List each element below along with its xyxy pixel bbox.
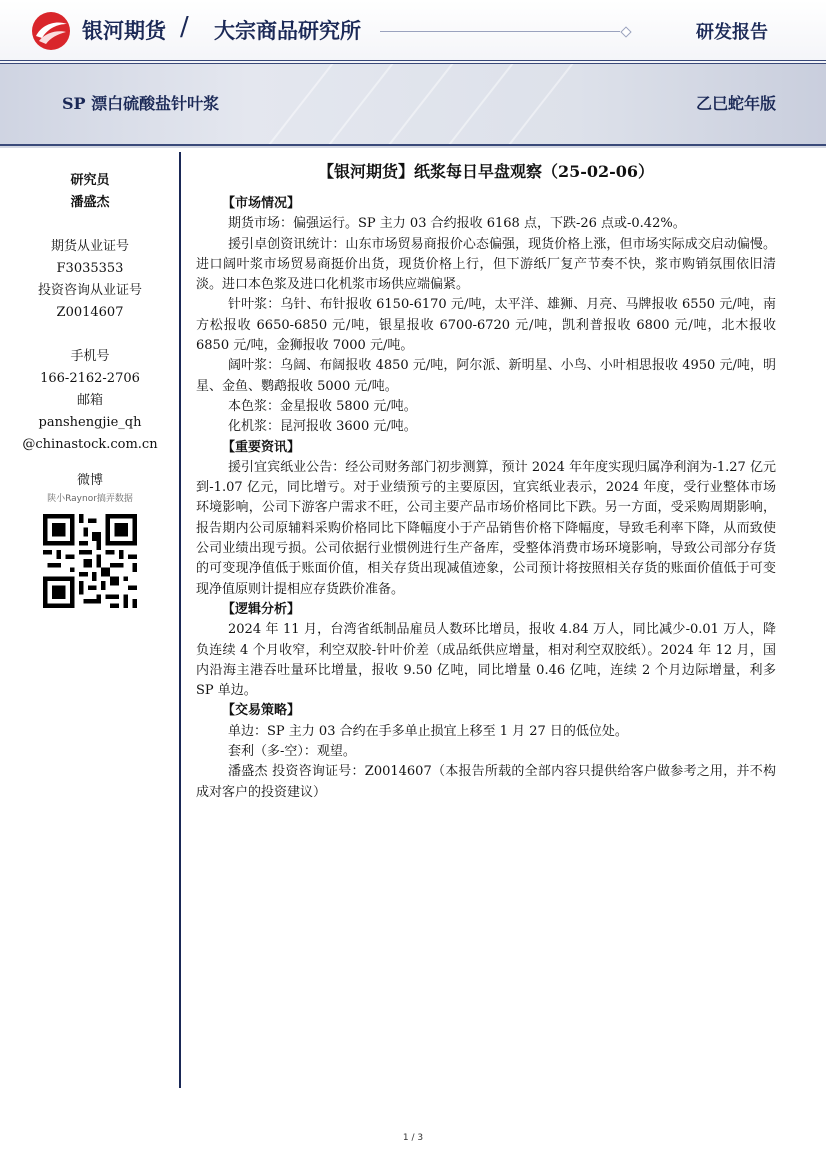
paragraph: 阔叶浆：乌阔、布阔报收 4850 元/吨，阿尔派、新明星、小鸟、小叶相思报收 4950 元/吨，明星、金鱼、鹦鹉报收 5000 元/吨。 <box>196 358 776 394</box>
edition-label: 乙巳蛇年版 <box>695 94 776 113</box>
analyst-name: 潘盛杰 <box>70 195 110 210</box>
role-label: 研究员 <box>70 173 110 188</box>
header-rule <box>0 144 826 146</box>
brand-separator: / <box>180 12 189 42</box>
futures-cert-number: F3035353 <box>56 261 124 276</box>
email-line-2[interactable]: @chinastock.com.cn <box>22 437 158 452</box>
paragraph: 援引卓创资讯统计：山东市场贸易商报价心态偏强，现货价格上涨，但市场实际成交启动偏慢。进口阔叶浆市场贸易商挺价出货，现货价格上行，但下游纸厂复产节奏不快，浆市购销氛围依旧清淡。进口本色浆及进口化机浆市场供应端偏紧。 <box>196 236 776 293</box>
section-heading-analysis: 【逻辑分析】 <box>222 601 301 617</box>
report-header <box>0 0 826 148</box>
section-heading-news: 【重要资讯】 <box>222 439 301 455</box>
header-diamond <box>620 26 631 37</box>
header-thin-line <box>380 31 620 32</box>
paragraph: 针叶浆：乌针、布针报收 6150-6170 元/吨，太平洋、雄狮、月亮、马牌报收 6550 元/吨，南方松报收 6650-6850 元/吨，银星报收 6700-6720 元/吨，凯利普报收 6800 元/吨，北木报收 6850 元/吨，金狮报收 7000 元/吨。 <box>196 297 776 354</box>
invest-cert-label: 投资咨询从业证号 <box>37 283 142 298</box>
email-label: 邮箱 <box>76 393 103 408</box>
futures-cert-label: 期货从业证号 <box>50 239 129 254</box>
brand-name: 银河期货 <box>82 19 166 43</box>
report-body <box>196 160 776 803</box>
paragraph: 本色浆：金星报收 5800 元/吨。 <box>228 398 417 414</box>
phone-label: 手机号 <box>70 349 110 364</box>
doc-type-label: 研发报告 <box>696 22 768 43</box>
paragraph: 化机浆：昆河报收 3600 元/吨。 <box>228 419 417 435</box>
paragraph: 单边：SP 主力 03 合约在手多单止损宜上移至 1 月 27 日的低位处。 <box>228 723 628 739</box>
section-heading-strategy: 【交易策略】 <box>222 703 301 719</box>
email-line-1[interactable]: panshengjie_qh <box>38 415 142 430</box>
page-number: 1 / 3 <box>402 1133 424 1143</box>
paragraph: 潘盛杰 投资咨询证号：Z0014607（本报告所载的全部内容只提供给客户做参考之用，并不构成对客户的投资建议） <box>196 764 776 800</box>
invest-cert-number: Z0014607 <box>56 305 124 320</box>
analyst-sidebar <box>0 170 180 608</box>
weibo-label: 微博 <box>76 473 103 488</box>
section-heading-market: 【市场情况】 <box>222 196 301 211</box>
paragraph: 2024 年 11 月，台湾省纸制品雇员人数环比增员，报收 4.84 万人，同比减少-0.01 万人，降负连续 4 个月收窄，利空双胶-针叶价差（成品纸供应增量，相对利空双胶纸）。2024 年 12 月，国内沿海主港吞吐量环比增量，报收 9.50 亿吨，同比增量 0.46 亿吨，连续 2 个月边际增量，利多 SP 单边。 <box>196 622 776 699</box>
report-title: 【银河期货】纸浆每日早盘观察（25-02-06） <box>317 162 655 181</box>
galaxy-futures-logo-icon <box>30 10 72 52</box>
paragraph: 期货市场：偏强运行。SP 主力 03 合约报收 6168 点，下跌-26 点或-0.42%。 <box>228 216 686 232</box>
phone-number: 166-2162-2706 <box>40 371 140 386</box>
product-name: SP 漂白硫酸盐针叶浆 <box>62 94 220 113</box>
institute-name: 大宗商品研究所 <box>214 19 361 43</box>
qr-code-icon <box>43 514 137 608</box>
paragraph: 援引宜宾纸业公告：经公司财务部门初步测算，预计 2024 年年度实现归属净利润为-1.27 亿元到-1.07 亿元，同比增亏。对于业绩预亏的主要原因，宜宾纸业表示，2024 年度，受行业整体市场环境影响，公司下游客户需求不旺，公司主要产品市场价格同比下跌。另一方面，受采购周期影响，报告期内公司原辅料采购价格同比下降幅度小于产品销售价格下降幅度，导致毛利率下降，从而致使公司业绩出现亏损。公司依据行业惯例进行生产备库，受整体消费市场环境影响，导致公司部分存货的可变现净值低于账面价值，相关存货出现减值迹象，公司预计将按照相关存货的账面价值低于可变现净值原则计提相应存货跌价准备。 <box>196 459 776 597</box>
header-rule <box>0 60 826 61</box>
weibo-account: 陕小Raynor搞弄数据 <box>47 494 133 504</box>
paragraph: 套利（多-空）：观望。 <box>228 744 356 760</box>
